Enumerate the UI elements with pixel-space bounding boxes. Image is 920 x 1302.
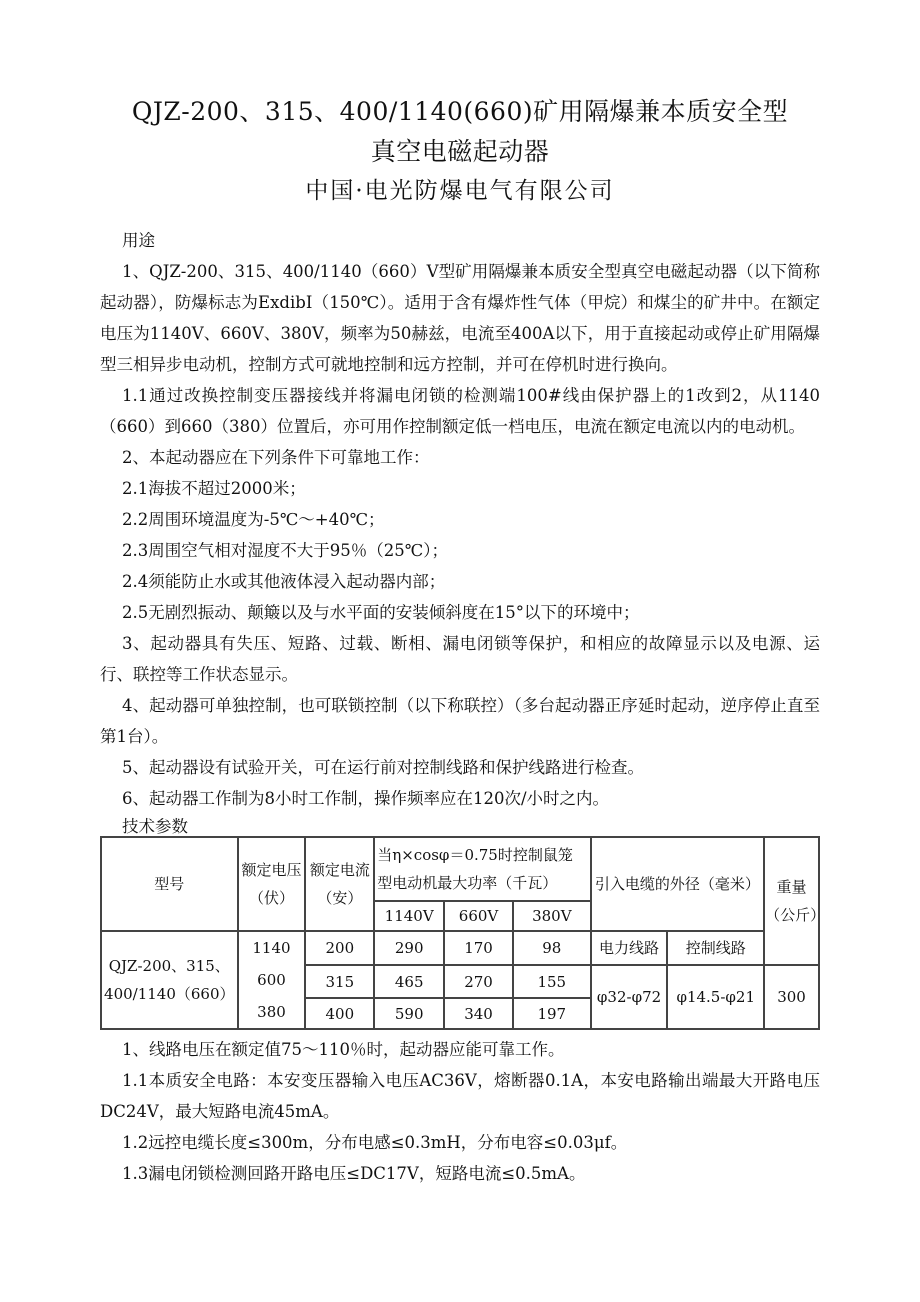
paragraph: 2.4须能防止水或其他液体浸入起动器内部； [122,572,446,591]
title-line2: 真空电磁起动器 [370,137,550,166]
header-1140v: 1140V [374,901,444,931]
power-1140-cell: 290 [374,931,444,965]
current-cell: 315 [305,965,374,998]
power-660-cell: 170 [444,931,513,965]
paragraph: 2、本起动器应在下列条件下可靠地工作： [122,448,430,467]
header-380v: 380V [513,901,591,931]
current-cell: 200 [305,931,374,965]
power-1140-cell: 465 [374,965,444,998]
paragraph: 1、QJZ-200、315、400/1140（660）V型矿用隔爆兼本质安全型真空电磁起动器（以下简称起动器），防爆标志为ExdibⅠ（150℃）。适用于含有爆炸性气体（甲烷）和煤尘的矿井中。在额定电压为1140V、660V、380V，频率为50赫兹，电流至400A以下，用于直接起动或停止矿用隔爆型三相异步电动机，控制方式可就地控制和远方控制，并可在停机时进行换向。 [100,262,820,374]
section-specs [100,1034,820,1189]
power-660-cell: 270 [444,965,513,998]
paragraph: 2.5无剧烈振动、颠簸以及与水平面的安装倾斜度在15°以下的环境中； [122,603,640,622]
table-row [101,931,819,965]
header-voltage: 额定电压（伏） [238,837,306,931]
paragraph: 1.1本质安全电路：本安变压器输入电压AC36V，熔断器0.1A，本安电路输出端最大开路电压DC24V，最大短路电流45mA。 [100,1071,820,1121]
paragraph: 2.2周围环境温度为-5℃～+40℃； [122,510,385,529]
paragraph: 1.2远控电缆长度≤300m，分布电感≤0.3mH，分布电容≤0.03μf。 [122,1133,628,1152]
header-current: 额定电流（安） [305,837,374,931]
model-cell: QJZ-200、315、400/1140（660） [101,931,238,1029]
paragraph: 1、线路电压在额定值75～110％时，起动器应能可靠工作。 [122,1040,565,1059]
header-cable: 引入电缆的外径（毫米） [591,837,764,931]
paragraph: 2.3周围空气相对湿度不大于95％（25℃）； [122,541,448,560]
weight-cell: 300 [764,965,819,1029]
header-weight: 重量（公斤） [764,837,819,965]
power-line-diameter: φ32-φ72 [591,965,668,1029]
title-line1: QJZ-200、315、400/1140(660)矿用隔爆兼本质安全型 [131,97,789,126]
company-name: 中国·电光防爆电气有限公司 [305,178,615,204]
paragraph: 6、起动器工作制为8小时工作制，操作频率应在120次/小时之内。 [122,789,610,808]
voltage-value: 600 [257,971,286,989]
paragraph: 1.3漏电闭锁检测回路开路电压≤DC17V，短路电流≤0.5mA。 [122,1164,586,1183]
paragraph: 4、起动器可单独控制，也可联锁控制（以下称联控）（多台起动器正序延时起动，逆序停止直至第1台）。 [100,696,820,746]
header-power: 当η×cosφ＝0.75时控制鼠笼型电动机最大功率（千瓦） [374,837,590,901]
power-1140-cell: 590 [374,998,444,1029]
heading-tech-params: 技术参数 [122,817,188,836]
current-cell: 400 [305,998,374,1029]
paragraph: 2.1海拔不超过2000米； [122,479,306,498]
header-model: 型号 [101,837,238,931]
power-line-header: 电力线路 [591,931,668,965]
voltage-value: 380 [257,1003,286,1021]
paragraph: 3、起动器具有失压、短路、过载、断相、漏电闭锁等保护，和相应的故障显示以及电源、运行、联控等工作状态显示。 [100,634,820,684]
header-660v: 660V [444,901,513,931]
power-380-cell: 197 [513,998,591,1029]
power-380-cell: 155 [513,965,591,998]
voltage-value: 1140 [252,939,291,957]
tech-params-table [100,836,826,1030]
voltage-cell [238,931,306,1029]
power-660-cell: 340 [444,998,513,1029]
power-380-cell: 98 [513,931,591,965]
control-line-diameter: φ14.5-φ21 [667,965,764,1029]
control-line-header: 控制线路 [667,931,764,965]
paragraph: 1.1通过改换控制变压器接线并将漏电闭锁的检测端100#线由保护器上的1改到2，从1140（660）到660（380）位置后，亦可用作控制额定低一档电压，电流在额定电流以内的电动机。 [100,386,820,436]
heading-usage: 用途 [122,231,155,250]
paragraph: 5、起动器设有试验开关，可在运行前对控制线路和保护线路进行检查。 [122,758,644,777]
section-usage [100,225,820,840]
